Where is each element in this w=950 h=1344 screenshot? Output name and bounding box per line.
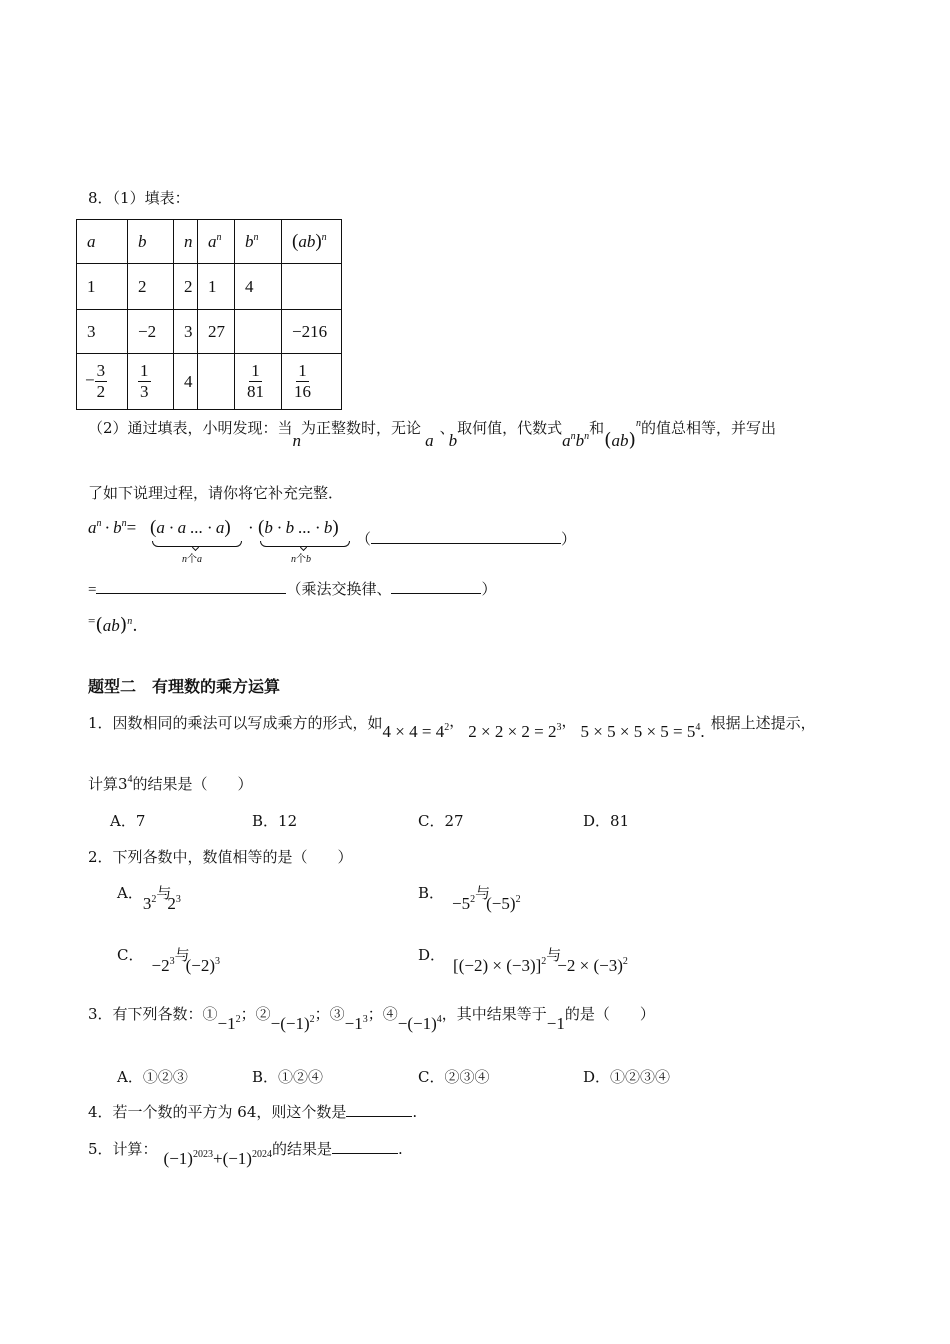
q8-part2-line1: （2）通过填表，小明发现：当n为正整数时，无论a、b取何值，代数式$a^nb^n$和(ab)$^n$的值总相等，并写出 [88,418,776,451]
table-cell: 1 [198,264,235,310]
table-cell-empty [198,354,235,410]
table-row [77,310,342,354]
fill-in-table [76,219,342,410]
table-cell: −216 [282,310,342,354]
underbrace-b-label: n个b [291,554,311,565]
q3-option-c[interactable]: C．②③④ [418,1068,490,1086]
line2-blank[interactable] [96,580,286,594]
q2-stem: 2．下列各数中，数值相等的是（ ） [88,848,353,866]
table-cell: $\frac{1}{3}$ [128,354,174,410]
proof-reason1: （ ） [356,530,577,548]
proof-line3: =(ab)$^n$. [88,613,138,636]
q5-stem: 5．计算： $(-1)^{2023}+(-1)^{2024}$的结果是 . [88,1140,403,1168]
header-ab-pow-n: (ab)$^n$ [282,220,342,264]
underbrace-a-label: n个a [182,554,202,565]
q4-answer-blank[interactable] [346,1103,412,1117]
header-b-pow-n: $b^n$ [235,220,282,264]
table-row [77,354,342,410]
q1-option-a[interactable]: A．7 [110,812,146,830]
header-a-pow-n: $a^n$ [198,220,235,264]
table-cell: 3 [174,310,198,354]
q2-option-c[interactable]: C．$-2^3$与$(-2)^3$ [117,946,221,975]
q8-part2-line2: 了如下说理过程，请你将它补充完整． [88,484,344,502]
q1-stem-line2: 计算$3^4$的结果是（ ） [88,774,253,793]
q1-option-b[interactable]: B．12 [252,812,298,830]
table-cell: − $\frac{3}{2}$ [77,354,128,410]
q5-answer-blank[interactable] [332,1140,398,1154]
q1-option-d[interactable]: D．81 [583,812,630,830]
table-cell: $\frac{1}{81}$ [235,354,282,410]
table-cell: 2 [128,264,174,310]
q4-stem: 4．若一个数的平方为 64，则这个数是 . [88,1103,418,1121]
table-cell: 2 [174,264,198,310]
reason2-blank[interactable] [391,580,481,594]
header-b: b [128,220,174,264]
table-cell: 27 [198,310,235,354]
table-header-row [77,220,342,264]
proof-line2: = （乘法交换律、 ） [88,580,497,598]
table-cell: 1 [77,264,128,310]
table-row [77,264,342,310]
table-cell-empty [235,310,282,354]
table-cell: 4 [235,264,282,310]
reason1-blank[interactable] [371,530,561,544]
header-a: a [77,220,128,264]
proof-group-b: (b · b ... · b) [258,517,339,538]
q1-stem-line1: 1．因数相同的乘法可以写成乘方的形式，如$4 \times 4 = 4^2$，$2 \times 2 \times 2 = 2^3$，$5 \times 5 \times 5 \times 5 = 5^4$. 根据上述提示， [88,712,816,741]
q3-option-d[interactable]: D．①②③④ [583,1068,671,1086]
proof-mid-dot: · [248,518,254,537]
table-cell: −2 [128,310,174,354]
proof-group-a: (a · a ... · a) [150,517,231,538]
q3-option-a[interactable]: A．①②③ [117,1068,188,1086]
q3-stem: 3．有下列各数：$①-1^2$；$②-(-1)^2$；$③-1^3$；$④-(-1)^4$，其中结果等于−1的是（ ） [88,1005,655,1033]
table-cell: 3 [77,310,128,354]
proof-line1: $a^n \cdot b^n=$ [88,518,137,537]
q3-option-b[interactable]: B．①②④ [252,1068,324,1086]
table-cell: $\frac{1}{16}$ [282,354,342,410]
section-title: 题型二 有理数的乘方运算 [88,677,281,696]
q1-option-c[interactable]: C．27 [418,812,464,830]
header-n: n [174,220,198,264]
q8-heading: 8．（1）填表： [88,189,190,207]
q2-option-a[interactable]: A．$3^2$与$2^3$ [117,884,181,913]
q2-option-d[interactable]: D．$[(-2) \times (-3)]^2$与$-2 \times (-3)^2$ [418,946,628,975]
table-cell: 4 [174,354,198,410]
q2-option-b[interactable]: B．$-5^2$与$(-5)^2$ [418,884,521,913]
table-cell-empty [282,264,342,310]
